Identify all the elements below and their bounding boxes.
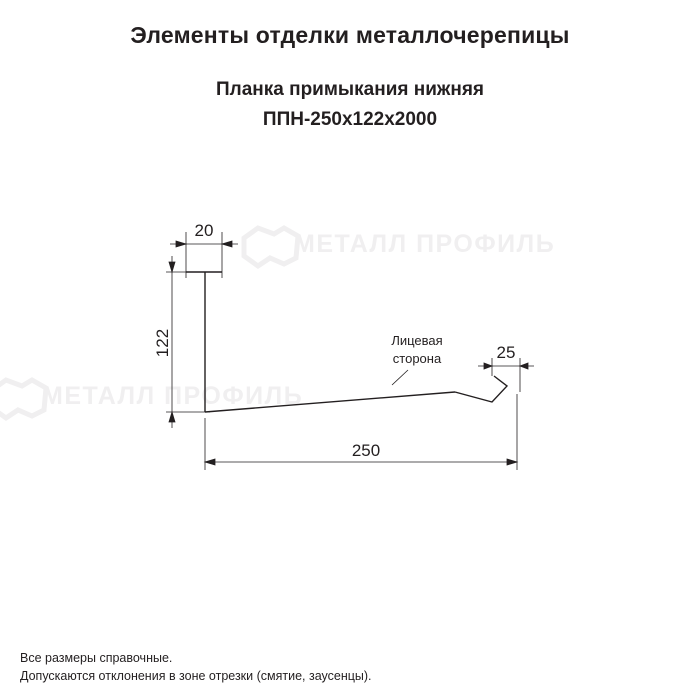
- face-side-label-line1: Лицевая: [391, 333, 443, 348]
- footnote-line-2: Допускаются отклонения в зоне отрезки (смятие, заусенцы).: [20, 669, 372, 684]
- product-name: Планка примыкания нижняя: [215, 78, 485, 100]
- svg-text:МЕТАЛЛ ПРОФИЛЬ: МЕТАЛЛ ПРОФИЛЬ: [294, 230, 556, 258]
- title-block: [0, 22, 700, 133]
- face-side-label-line2: сторона: [392, 351, 442, 366]
- technical-drawing: [0, 180, 700, 530]
- watermark-group: [0, 228, 555, 418]
- dimension-label-122: 122: [153, 328, 172, 358]
- dimension-label-250: 250: [351, 441, 381, 460]
- footnotes: [20, 649, 372, 687]
- footnote-line-1: Все размеры справочные.: [20, 650, 173, 665]
- face-side-leader: [392, 370, 408, 385]
- dimension-label-20: 20: [194, 221, 214, 240]
- svg-text:МЕТАЛЛ ПРОФИЛЬ: МЕТАЛЛ ПРОФИЛЬ: [42, 382, 304, 410]
- page-title: Элементы отделки металлочерепицы: [130, 22, 570, 48]
- dimension-label-25: 25: [496, 343, 516, 362]
- product-code: ППН-250х122х2000: [262, 109, 438, 131]
